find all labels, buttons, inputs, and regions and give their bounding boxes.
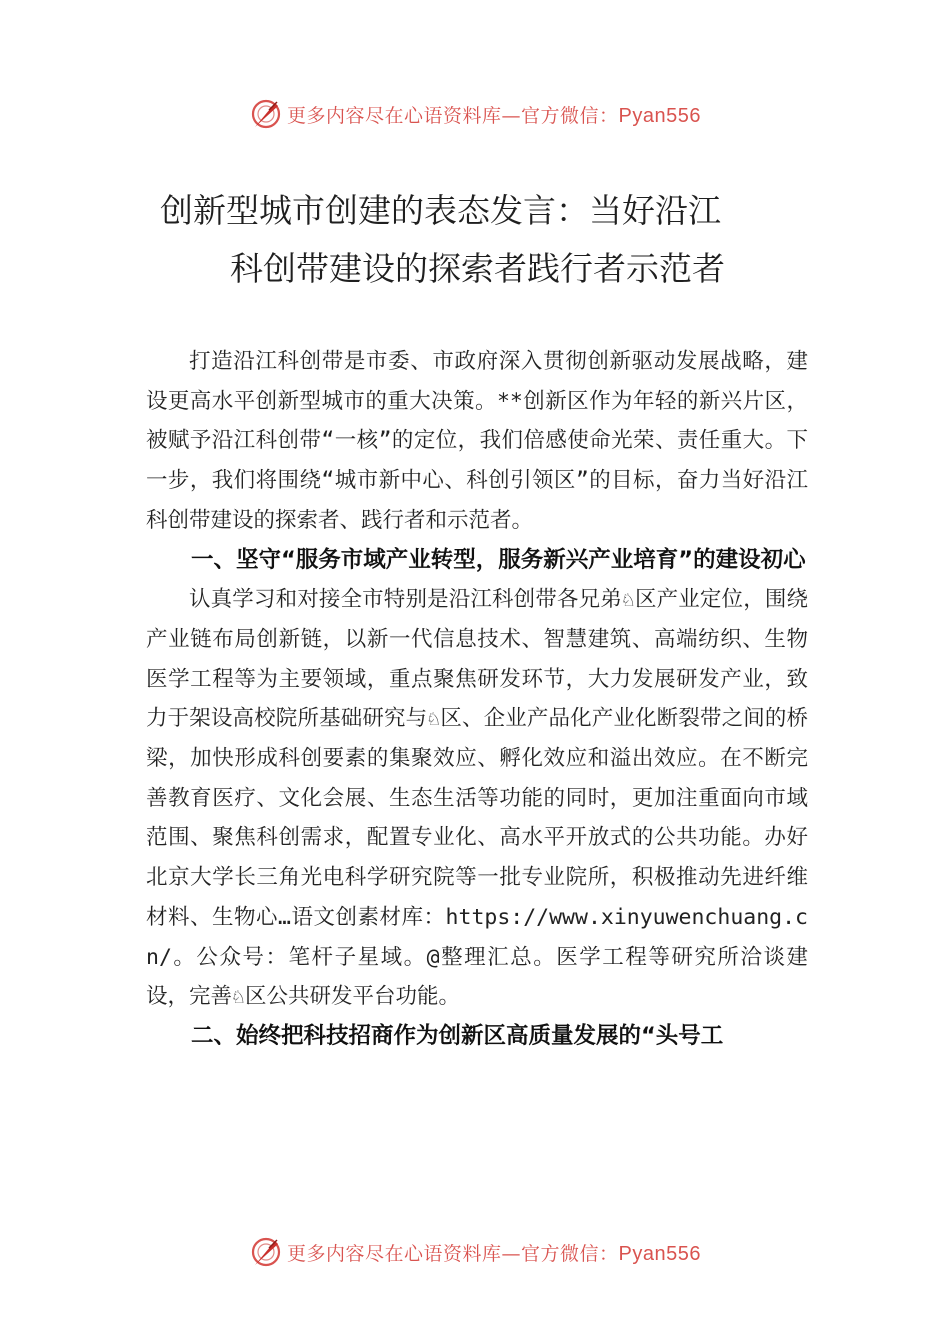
- watermark-banner-top: [0, 94, 950, 134]
- section-2-heading: 二、始终把科技招商作为创新区高质量发展的“头号工: [191, 1022, 724, 1049]
- watermark-text: 更多内容尽在心语资料库—官方微信：Pyan556: [287, 1242, 701, 1265]
- section-1-paragraph: 认真学习和对接全市特别是沿江科创带各兄弟♘区产业定位，围绕产业链布局创新链，以新一代信息技术、智慧建筑、高端纺织、生物医学工程等为主要领域，重点聚焦研发环节，大力发展研发产业，致力于架设高校院所基础研究与♘区、企业产品化产业化断裂带之间的桥梁，加快形成科创要素的集聚效应、孵化效应和溢出效应。在不断完善教育医疗、文化会展、生态生活等功能的同时，更加注重面向市域范围、聚焦科创需求，配置专业化、高水平开放式的公共功能。办好北京大学长三角光电科学研究院等一批专业院所，积极推动先进纤维材料、生物心…语文创素材库：https://www.xinyuwenchuang.cn/。公众号：笔杆子星域。@整理汇总。医学工程等研究所洽谈建设，完善♘区公共研发平台功能。: [146, 587, 808, 1010]
- watermark-banner-bottom: [0, 1232, 950, 1272]
- quill-pen-logo-icon: [249, 1235, 283, 1269]
- wechat-id: Pyan556: [618, 1242, 701, 1265]
- title-line-2: 科创带建设的探索者践行者示范者: [230, 249, 725, 288]
- title-line-1: 创新型城市创建的表态发言：当好沿江: [160, 191, 721, 230]
- wechat-id: Pyan556: [618, 104, 701, 127]
- section-1-heading: 一、坚守“服务市域产业转型，服务新兴产业培育”的建设初心: [191, 546, 806, 573]
- quill-pen-logo-icon: [249, 97, 283, 131]
- intro-paragraph: 打造沿江科创带是市委、市政府深入贯彻创新驱动发展战略，建设更高水平创新型城市的重大决策。**创新区作为年轻的新兴片区，被赋予沿江科创带“一核”的定位，我们倍感使命光荣、责任重大。下一步，我们将围绕“城市新中心、科创引领区”的目标，奋力当好沿江科创带建设的探索者、践行者和示范者。: [146, 349, 808, 533]
- watermark-text: 更多内容尽在心语资料库—官方微信：Pyan556: [287, 104, 701, 127]
- document-title: [0, 182, 950, 298]
- document-body: [146, 342, 808, 1057]
